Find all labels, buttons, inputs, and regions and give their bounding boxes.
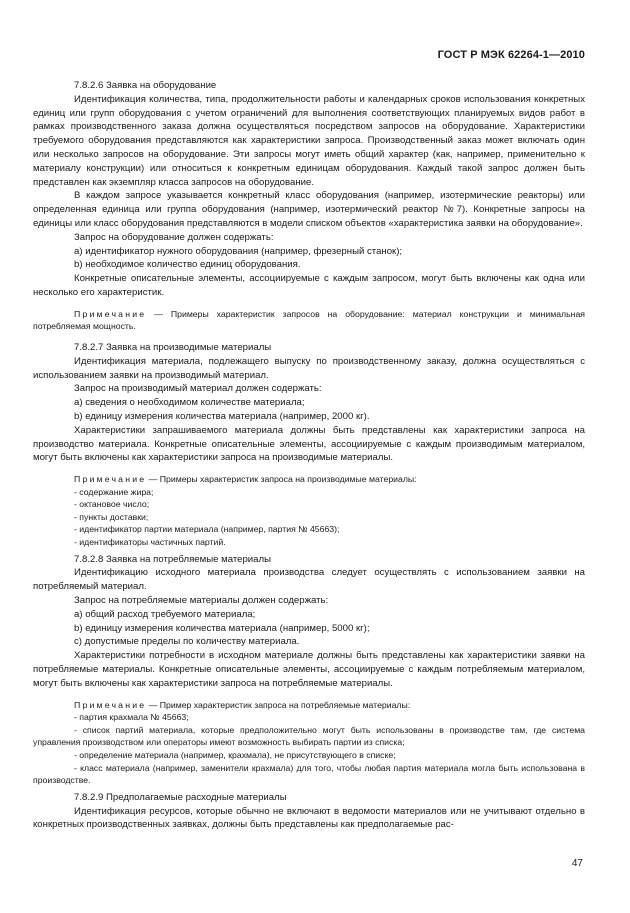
paragraph-text: 7.8.2.9 Предполагаемые расходные материалы <box>74 791 287 803</box>
paragraph-text: Идентификация количества, типа, продолжительности работы и календарных сроков использования конкретных единиц или групп оборудования с учетом ограничений для выполнения соответствующих планируемых видов работ в рамках производственного заказа должна осуществляться посредством запросов на оборудование. Характеристики требуемого оборудования представляются как характеристики запроса. Производственный заказ может включать один или несколько запросов на оборудование. Эти запросы могут иметь общий характер (как, например, применительно к материалу конструкции) или относиться к конкретным единицам оборудования. Каждый такой запрос должен быть представлен как экземпляр класса запросов на оборудование. <box>33 93 585 188</box>
paragraph <box>33 355 585 383</box>
paragraph-text: Конкретные описательные элементы, ассоциируемые с каждым запросом, могут быть включены как одна или несколько его характеристик. <box>33 273 585 298</box>
page-number: 47 <box>571 858 583 869</box>
standard-header: ГОСТ Р МЭК 62264-1—2010 <box>437 49 585 61</box>
paragraph <box>33 382 585 396</box>
note-list-item <box>33 523 585 536</box>
paragraph <box>33 635 585 649</box>
paragraph-text: a) общий расход требуемого материала; <box>74 608 256 620</box>
note-label: Примечание <box>74 474 147 485</box>
paragraph <box>33 749 585 762</box>
paragraph-text: b) необходимое количество единиц оборудования. <box>74 259 301 271</box>
paragraph <box>33 622 585 636</box>
paragraph-text: В каждом запросе указывается конкретный класс оборудования (например, изотермические реакторы) или определенная единица или группа оборудования (например, изотермический реактор №7). Конкретные запросы на единицы или класс оборудования представляются в модели списком объектов «характеристика заявки на оборудование». <box>33 190 585 229</box>
paragraph <box>33 272 585 300</box>
paragraph <box>33 566 585 594</box>
paragraph-text: - идентификатор партии материала (например, партия № 45663); <box>74 524 340 535</box>
paragraph <box>33 711 585 724</box>
paragraph-text: 7.8.2.8 Заявка на потребляемые материалы <box>74 553 271 565</box>
paragraph <box>33 93 585 190</box>
paragraph-text: — Пример характеристик запроса на потребляемые материалы: <box>146 699 411 710</box>
paragraph <box>33 231 585 245</box>
paragraph-text: - класс материала (например, заменители крахмала) для того, чтобы любая партия материала могла быть использована в производстве. <box>33 762 585 786</box>
note-list-item <box>33 511 585 524</box>
paragraph-text: — Примеры характеристик запросов на оборудование: материал конструкции и минимальная потребляемая мощность. <box>33 308 585 332</box>
paragraph-text: Характеристики запрашиваемого материала должны быть представлены как характеристики запроса на производство материала. Конкретные описательные элементы, ассоциируемые с каждым производимым материалом, могут быть включены как характеристики запроса на производимые материалы. <box>33 424 585 464</box>
paragraph <box>33 79 585 93</box>
paragraph-text: — Примеры характеристик запроса на производимые материалы: <box>146 474 417 485</box>
paragraph-text: c) допустимые пределы по количеству материала. <box>74 636 300 648</box>
paragraph-text: b) единицу измерения количества материала (например, 2000 кг). <box>74 410 370 422</box>
paragraph-text: 7.8.2.7 Заявка на производимые материалы <box>74 341 272 353</box>
note-list-item <box>33 486 585 499</box>
paragraph <box>33 396 585 410</box>
paragraph <box>33 189 585 230</box>
paragraph <box>33 594 585 608</box>
note-list-item <box>33 536 585 549</box>
paragraph-text: a) сведения о необходимом количестве материала; <box>74 397 305 409</box>
paragraph-text: - партия крахмала № 45663; <box>74 712 189 723</box>
paragraph-text: Запрос на потребляемые материалы должен содержать: <box>74 595 329 607</box>
paragraph-text: a) идентификатор нужного оборудования (например, фрезерный станок); <box>74 245 403 257</box>
paragraph-text: Идентификация ресурсов, которые обычно не включают в ведомости материалов или не учитывают отдельно в конкретных производственных заявках, должны быть представлены как предполагаемые рас- <box>33 805 585 831</box>
paragraph <box>33 791 585 805</box>
paragraph <box>33 424 585 465</box>
paragraph-text: 7.8.2.6 Заявка на оборудование <box>74 80 217 91</box>
paragraph <box>33 724 585 749</box>
paragraph <box>33 245 585 259</box>
note-paragraph <box>33 699 585 712</box>
paragraph-text: Идентификацию исходного материала производства следует осуществлять с использованием заявки на потребляемый материал. <box>33 567 585 593</box>
note-paragraph <box>33 308 585 333</box>
paragraph <box>33 341 585 355</box>
paragraph-text: - октановое число; <box>74 499 150 510</box>
note-list-item <box>33 498 585 511</box>
paragraph <box>33 553 585 567</box>
paragraph <box>33 608 585 622</box>
paragraph-text: Запрос на производимый материал должен содержать: <box>74 383 322 395</box>
paragraph-text: - содержание жира; <box>74 486 154 497</box>
paragraph-text: - определение материала (например, крахмала), не присутствующего в списке; <box>74 750 396 761</box>
paragraph-text: - список партий материала, которые предположительно могут быть использованы в производстве там, где система управления производством или операторы имеют возможность выбирать партии из списка; <box>33 724 585 748</box>
paragraph <box>33 649 585 690</box>
paragraph-text: Характеристики потребности в исходном материале должны быть представлены как характеристики заявки на потребляемые материалы. Конкретные описательные элементы, ассоциируемые с каждым потребляемым материалом, могут быть включены как характеристики запроса на потребляемые материалы. <box>33 650 585 689</box>
paragraph <box>33 805 585 833</box>
paragraph-text: Идентификация материала, подлежащего выпуску по производственному заказу, должна осуществляться с использованием заявки на производимый материал. <box>33 355 585 381</box>
note-paragraph <box>33 473 585 486</box>
paragraph <box>33 258 585 272</box>
paragraph <box>33 762 585 787</box>
paragraph-text: Запрос на оборудование должен содержать: <box>74 231 274 243</box>
note-label: Примечание <box>74 699 147 710</box>
page-body <box>33 79 585 832</box>
paragraph-text: b) единицу измерения количества материала (например, 5000 кг); <box>74 622 370 634</box>
paragraph <box>33 410 585 424</box>
paragraph-text: - идентификаторы частичных партий. <box>74 537 226 548</box>
note-label: Примечание <box>74 308 147 319</box>
paragraph-text: - пункты доставки; <box>74 511 149 522</box>
